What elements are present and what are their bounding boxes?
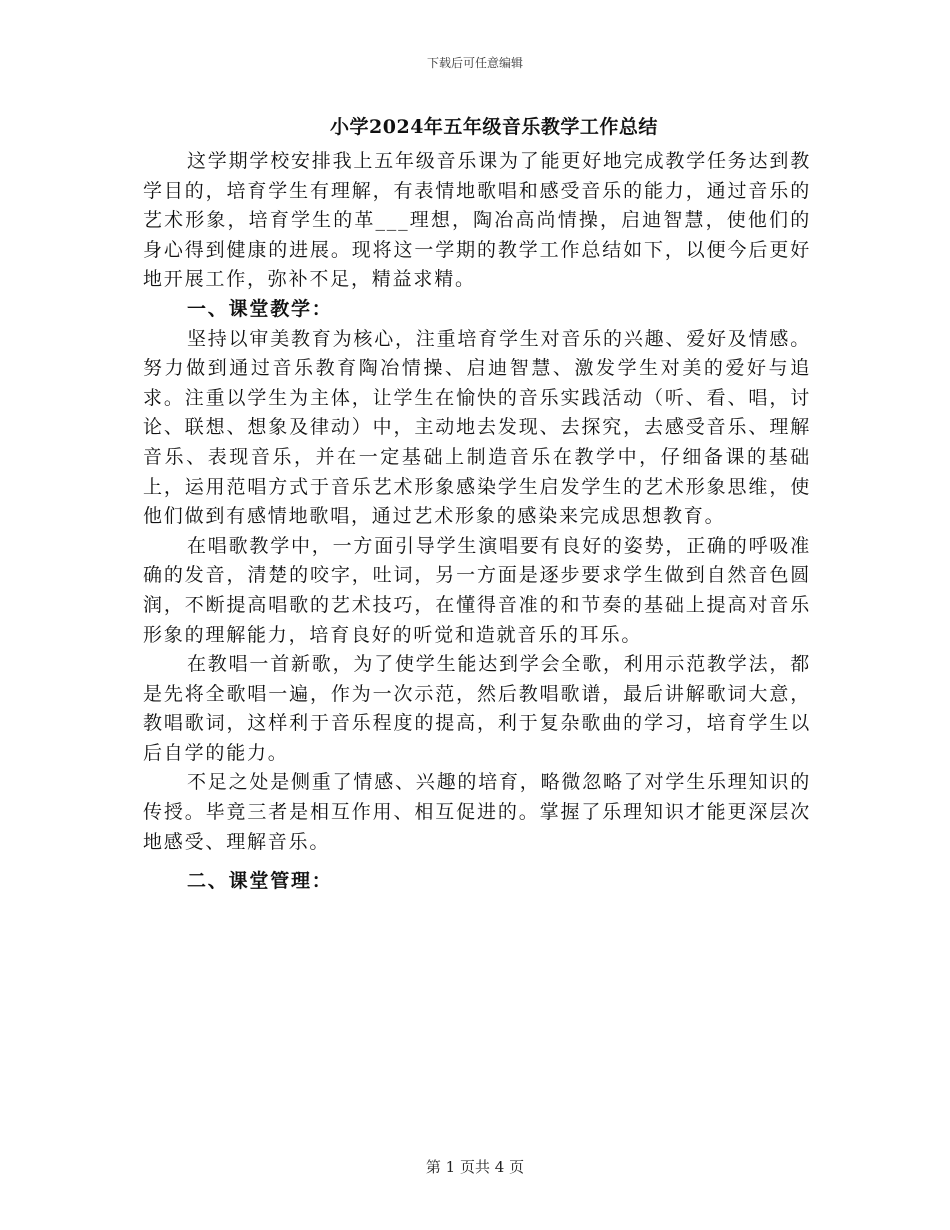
header-note: 下载后可任意编辑	[426, 56, 523, 70]
document-body	[143, 113, 811, 897]
paragraph-singing-teaching: 在唱歌教学中，一方面引导学生演唱要有良好的姿势，正确的呼吸准确的发音，清楚的咬字，吐词，另一方面是逐步要求学生做到自然音色圆润，不断提高唱歌的艺术技巧，在懂得音准的和节奏的基础上提高对音乐形象的理解能力，培育良好的听觉和造就音乐的耳乐。	[143, 534, 812, 646]
section-heading-classroom-teaching: 一、课堂教学：	[187, 297, 333, 320]
paragraph-shortcomings: 不足之处是侧重了情感、兴趣的培育，略微忽略了对学生乐理知识的传授。毕竟三者是相互作用、相互促进的。掌握了乐理知识才能更深层次地感受、理解音乐。	[143, 771, 812, 853]
intro-paragraph: 这学期学校安排我上五年级音乐课为了能更好地完成教学任务达到教学目的，培育学生有理解，有表情地歌唱和感受音乐的能力，通过音乐的艺术形象，培育学生的革___理想，陶冶高尚情操，启迪智慧，使他们的身心得到健康的进展。现将这一学期的教学工作总结如下，以便今后更好地开展工作，弥补不足，精益求精。	[143, 150, 812, 291]
paragraph-aesthetic-education: 坚持以审美教育为核心，注重培育学生对音乐的兴趣、爱好及情感。努力做到通过音乐教育陶冶情操、启迪智慧、激发学生对美的爱好与追求。注重以学生为主体，让学生在愉快的音乐实践活动（听、看、唱，讨论、联想、想象及律动）中，主动地去发现、去探究，去感受音乐、理解音乐、表现音乐，并在一定基础上制造音乐在教学中，仔细备课的基础上，运用范唱方式于音乐艺术形象感染学生启发学生的艺术形象思维，使他们做到有感情地歌唱，通过艺术形象的感染来完成思想教育。	[143, 327, 812, 528]
section-heading-classroom-management: 二、课堂管理：	[187, 870, 333, 893]
page-footer: 第 1 页共 4 页	[425, 1158, 525, 1176]
paragraph-new-song-teaching: 在教唱一首新歌，为了使学生能达到学会全歌，利用示范教学法，都是先将全歌唱一遍，作为一次示范，然后教唱歌谱，最后讲解歌词大意，教唱歌词，这样利于音乐程度的提高，利于复杂歌曲的学习，培育学生以后自学的能力。	[143, 653, 812, 764]
document-title: 小学2024年五年级音乐教学工作总结	[330, 116, 658, 138]
